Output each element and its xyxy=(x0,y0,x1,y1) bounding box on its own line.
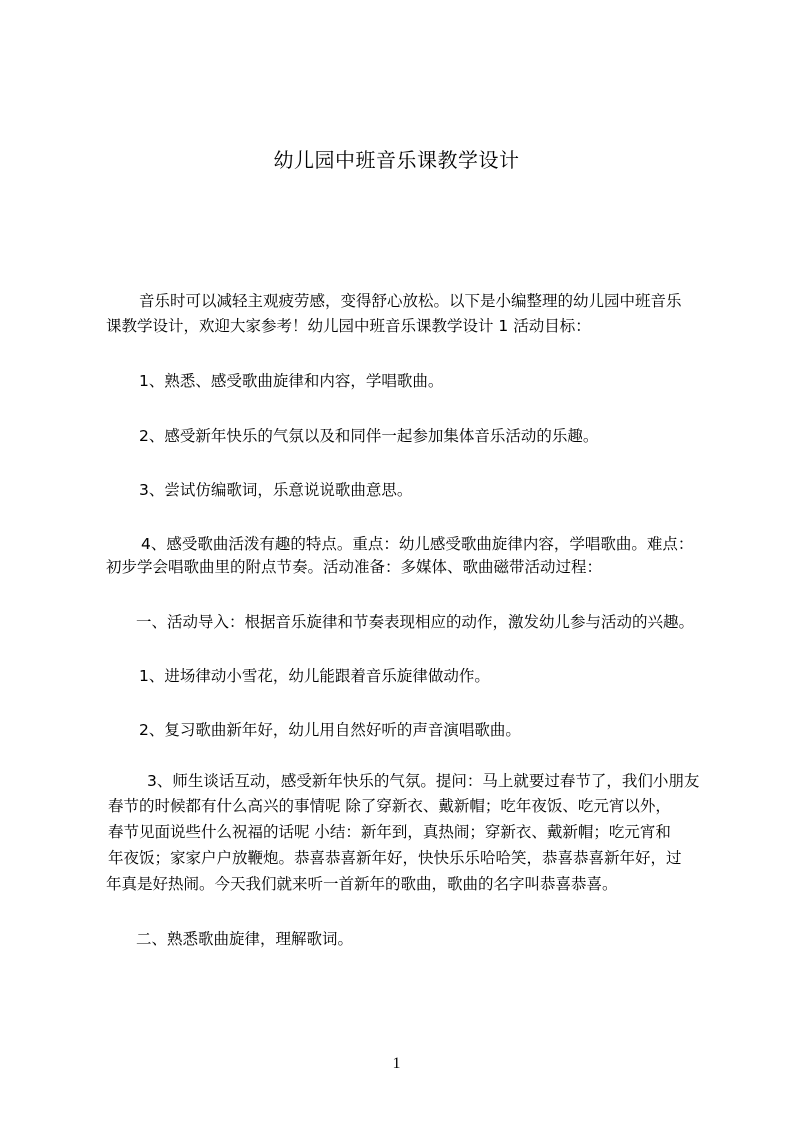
text-line: 年真是好热闹。今天我们就来听一首新年的歌曲，歌曲的名字叫恭喜恭喜。 xyxy=(106,875,618,893)
text-line: 音乐时可以减轻主观疲劳感，变得舒心放松。以下是小编整理的幼儿园中班音乐 xyxy=(139,292,682,310)
paragraph-goal-2: 2、感受新年快乐的气氛以及和同伴一起参加集体音乐活动的乐趣。 xyxy=(139,427,599,445)
document-title: 幼儿园中班音乐课教学设计 xyxy=(273,148,520,172)
text-line: 春节见面说些什么祝福的话呢 小结：新年到，真热闹；穿新衣、戴新帽；吃元宵和 xyxy=(108,823,671,841)
text-line: 3、师生谈话互动，感受新年快乐的气氛。提问：马上就要过春节了，我们小朋友 xyxy=(147,772,700,790)
section-heading-2: 二、熟悉歌曲旋律，理解歌词。 xyxy=(136,930,354,948)
page-number: 1 xyxy=(392,1055,401,1072)
text-line: 春节的时候都有什么高兴的事情呢 除了穿新衣、戴新帽；吃年夜饭、吃元宵以外， xyxy=(108,797,671,815)
section-heading-1: 一、活动导入：根据音乐旋律和节奏表现相应的动作，激发幼儿参与活动的兴趣。 xyxy=(136,613,695,631)
text-line: 初步学会唱歌曲里的附点节奏。活动准备：多媒体、歌曲磁带活动过程： xyxy=(106,558,603,576)
text-line: 4、感受歌曲活泼有趣的特点。重点：幼儿感受歌曲旋律内容，学唱歌曲。难点： xyxy=(141,535,694,553)
text-line: 年夜饭；家家户户放鞭炮。恭喜恭喜新年好，快快乐乐哈哈笑，恭喜恭喜新年好，过 xyxy=(108,849,682,867)
paragraph-step-2: 2、复习歌曲新年好，幼儿用自然好听的声音演唱歌曲。 xyxy=(139,721,521,739)
paragraph-goal-3: 3、尝试仿编歌词，乐意说说歌曲意思。 xyxy=(139,481,413,499)
paragraph-goal-1: 1、熟悉、感受歌曲旋律和内容，学唱歌曲。 xyxy=(139,372,444,390)
paragraph-step-1: 1、进场律动小雪花，幼儿能跟着音乐旋律做动作。 xyxy=(139,667,490,685)
text-line: 课教学设计，欢迎大家参考！幼儿园中班音乐课教学设计 1 活动目标： xyxy=(106,317,591,335)
